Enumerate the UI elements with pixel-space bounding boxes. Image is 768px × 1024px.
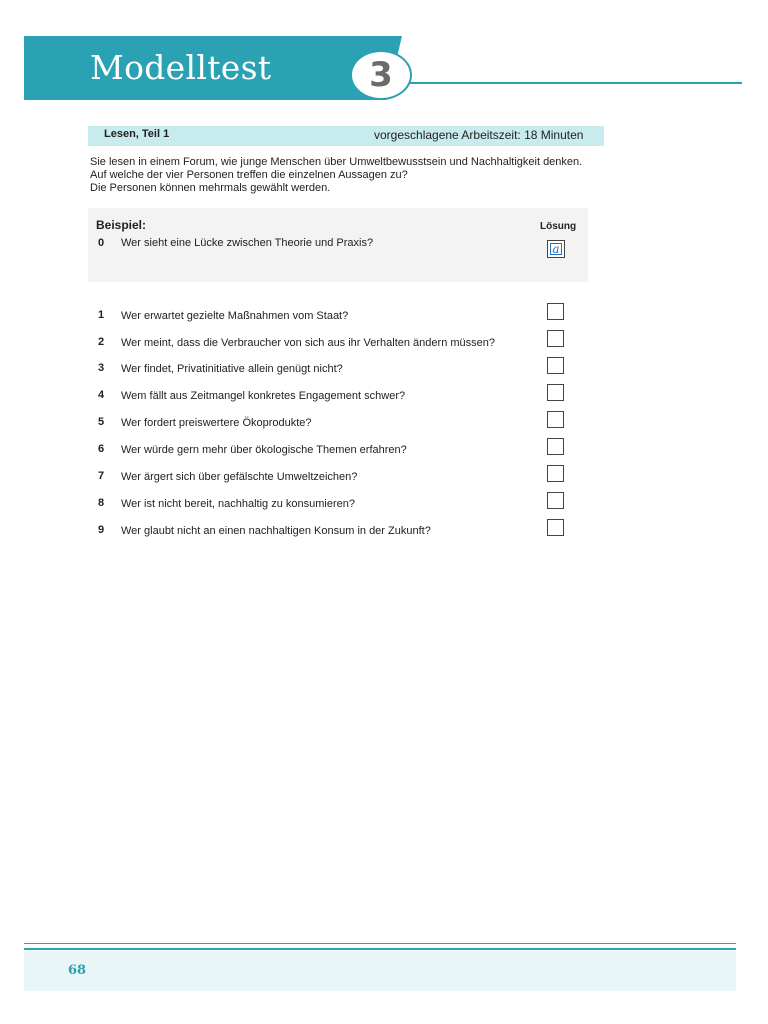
answer-box-1[interactable]: [547, 303, 564, 320]
question-number: 4: [98, 389, 105, 401]
test-number-badge: 3: [350, 50, 412, 100]
answer-box-4[interactable]: [547, 384, 564, 401]
footer-divider: [24, 948, 736, 950]
example-question: Wer sieht eine Lücke zwischen Theorie und Praxis?: [121, 237, 374, 249]
solution-heading: Lösung: [540, 221, 577, 232]
answer-box-8[interactable]: [547, 492, 564, 509]
question-number: 6: [98, 443, 105, 455]
question-text: Wer fordert preiswertere Ökoprodukte?: [121, 417, 312, 429]
example-answer-box: [547, 240, 565, 258]
answer-box-3[interactable]: [547, 357, 564, 374]
page-title: Modelltest: [90, 48, 272, 87]
page-number: 68: [68, 963, 87, 978]
answer-box-7[interactable]: [547, 465, 564, 482]
question-number: 9: [98, 524, 105, 536]
question-number: 8: [98, 497, 105, 509]
example-heading: Beispiel:: [96, 218, 147, 232]
header-divider: [400, 82, 742, 84]
question-number: 2: [98, 336, 105, 348]
question-number: 3: [98, 362, 105, 374]
question-text: Wer ist nicht bereit, nachhaltig zu konsumieren?: [121, 498, 355, 510]
question-text: Wer erwartet gezielte Maßnahmen vom Staat?: [121, 310, 349, 322]
example-answer-frame: [550, 243, 562, 255]
example-answer: a: [552, 242, 560, 256]
question-text: Wer glaubt nicht an einen nachhaltigen Konsum in der Zukunft?: [121, 525, 431, 537]
answer-box-2[interactable]: [547, 330, 564, 347]
question-text: Wer würde gern mehr über ökologische Themen erfahren?: [121, 444, 407, 456]
question-number: 7: [98, 470, 105, 482]
answer-box-6[interactable]: [547, 438, 564, 455]
question-text: Wer findet, Privatinitiative allein genügt nicht?: [121, 363, 343, 375]
footer-band: [24, 951, 736, 991]
question-text: Wer meint, dass die Verbraucher von sich aus ihr Verhalten ändern müssen?: [121, 337, 495, 349]
time-note: vorgeschlagene Arbeitszeit: 18 Minuten: [374, 128, 584, 142]
footer-divider: [24, 943, 736, 944]
instruction-line: Auf welche der vier Personen treffen die einzelnen Aussagen zu?: [90, 169, 408, 181]
instruction-line: Sie lesen in einem Forum, wie junge Menschen über Umweltbewusstsein und Nachhaltigkeit denken.: [90, 156, 583, 168]
question-number: 1: [98, 309, 105, 321]
answer-box-5[interactable]: [547, 411, 564, 428]
section-label: Lesen, Teil 1: [104, 128, 170, 140]
instructions: [90, 156, 582, 195]
question-text: Wer ärgert sich über gefälschte Umweltzeichen?: [121, 471, 358, 483]
question-text: Wem fällt aus Zeitmangel konkretes Engagement schwer?: [121, 390, 406, 402]
instruction-line: Die Personen können mehrmals gewählt werden.: [90, 182, 331, 194]
answer-box-9[interactable]: [547, 519, 564, 536]
example-number: 0: [98, 237, 105, 249]
question-number: 5: [98, 416, 105, 428]
